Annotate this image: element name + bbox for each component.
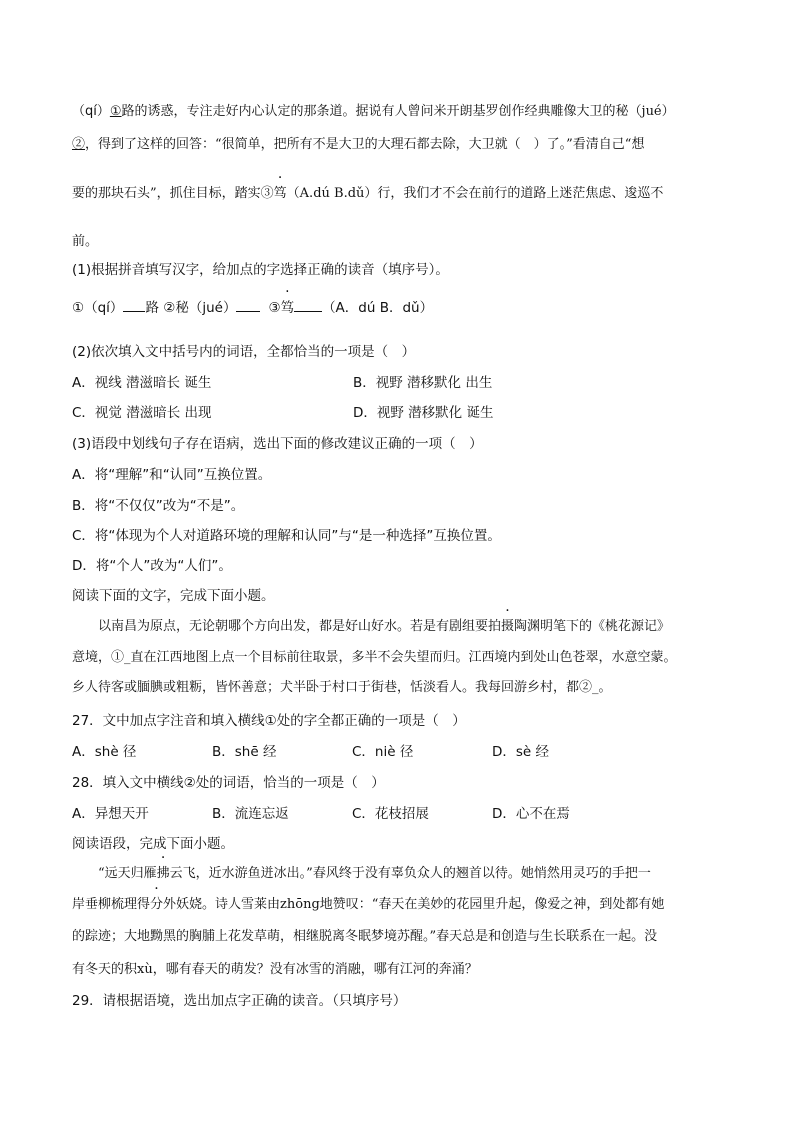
reading2-line1 bbox=[98, 862, 651, 881]
question-2-stem: (2)依次填入文中括号内的词语，全都恰当的一项是（ ） bbox=[72, 344, 416, 360]
q28-option-b[interactable]: B．流连忘返 bbox=[212, 806, 289, 822]
blank-marker-2: ② bbox=[72, 137, 86, 152]
reading2-text-1a: “远天归雁 bbox=[98, 866, 157, 881]
q1-dotted-char: 笃 bbox=[280, 300, 295, 316]
reading2-line3: 的踪迹；大地黝黑的胸脯上花发草萌，相继脱离冬眠梦境苏醒。”春天总是和创造与生长联系在一起。没 bbox=[72, 929, 658, 944]
dotted-char-fen: 分 bbox=[150, 897, 164, 912]
q2-option-a[interactable]: A．视线 潜滋暗长 诞生 bbox=[72, 375, 212, 391]
question-27-stem: 27．文中加点字注音和填入横线①处的字全都正确的一项是（ ） bbox=[72, 713, 466, 729]
q1-part-a: ①（qí） bbox=[72, 300, 124, 316]
passage1-text-2: ，得到了这样的回答：“很简单，把所有不是大卫的大理石都去除，大卫就（ ）了。”看清自己“想 bbox=[85, 137, 645, 152]
blank-marker-1: ① bbox=[109, 104, 122, 119]
q3-option-d[interactable]: D．将“个人”改为“人们”。 bbox=[72, 558, 232, 574]
question-3-stem: (3)语段中划线句子存在语病，选出下面的修改建议正确的一项（ ） bbox=[72, 436, 483, 452]
question-1-fill bbox=[72, 296, 433, 316]
dotted-char-fu: 拂 bbox=[156, 866, 170, 881]
reading1-line3: 乡人待客或腼腆或粗粝，皆怀善意；犬半卧于村口于街巷，恬淡看人。我每回游乡村，都②_。 bbox=[72, 680, 612, 695]
passage1-line1 bbox=[72, 100, 675, 119]
reading1-text-1b: 陶渊明笔下的《桃花源记》 bbox=[514, 619, 671, 634]
q2-option-b[interactable]: B．视野 潜移默化 出生 bbox=[353, 375, 493, 391]
reading2-line4: 有冬天的积xù，哪有春天的萌发？没有冰雪的消融，哪有江河的奔涌？ bbox=[72, 962, 478, 977]
reading1-line2: 意境，①_直在江西地图上点一个目标前往取景，多半不会失望而归。江西境内到处山色苍翠，水意空蒙。 bbox=[72, 650, 677, 665]
q27-options bbox=[72, 740, 732, 760]
passage1-line3 bbox=[72, 182, 663, 201]
reading1-line1 bbox=[98, 615, 670, 634]
q3-option-b[interactable]: B．将“不仅仅”改为“不是”。 bbox=[72, 498, 245, 514]
q1-part-c: ③ bbox=[268, 300, 281, 316]
reading2-line2 bbox=[72, 893, 664, 912]
q27-option-a[interactable]: A．shè 径 bbox=[72, 744, 137, 760]
reading2-text-1b: 云飞，近水游鱼迸冰出。”春风终于没有辜负众人的翘首以待。她悄然用灵巧的手把一 bbox=[169, 866, 651, 881]
reading2-text-2b: 外妖娆。诗人雪莱由zhōng地赞叹：“春天在美妙的花园里升起，像爱之神，到处都有她 bbox=[163, 897, 665, 912]
q27-option-d[interactable]: D．sè 经 bbox=[492, 744, 550, 760]
q28-option-a[interactable]: A．异想天开 bbox=[72, 806, 149, 822]
q27-option-c[interactable]: C．niè 径 bbox=[352, 744, 414, 760]
pinyin-qi: （qí） bbox=[72, 104, 110, 119]
q2-option-d[interactable]: D．视野 潜移默化 诞生 bbox=[353, 405, 494, 421]
reading2-intro: 阅读语段，完成下面小题。 bbox=[72, 836, 234, 852]
q1-part-b: 路 ②秘（jué） bbox=[145, 300, 237, 316]
q2-option-c[interactable]: C．视觉 潜滋暗长 出现 bbox=[72, 405, 212, 421]
reading1-intro: 阅读下面的文字，完成下面小题。 bbox=[72, 588, 275, 604]
q28-option-d[interactable]: D．心不在焉 bbox=[492, 806, 570, 822]
q28-options bbox=[72, 802, 732, 822]
question-1-stem: (1)根据拼音填写汉字，给加点的字选择正确的读音（填序号）。 bbox=[72, 262, 449, 278]
q1-part-d: （A．dú B．dǔ） bbox=[322, 300, 434, 316]
passage1-line2 bbox=[72, 133, 644, 152]
passage1-text-3b: （A.dú B.dǔ）行，我们才不会在前行的道路上迷茫焦虑、逡巡不 bbox=[286, 186, 664, 201]
q28-option-c[interactable]: C．花枝招展 bbox=[352, 806, 429, 822]
reading1-text-1a: 以南昌为原点，无论朝哪个方向出发，都是好山好水。若是有剧组要拍 bbox=[98, 619, 502, 634]
answer-blank-3[interactable] bbox=[294, 311, 322, 312]
dotted-char-she: 摄 bbox=[501, 619, 515, 634]
dotted-char-du: 笃 bbox=[273, 186, 287, 201]
answer-blank-2[interactable] bbox=[236, 311, 260, 312]
passage1-line4: 前。 bbox=[72, 234, 99, 249]
passage1-text-3a: 要的那块石头”，抓住目标，踏实③ bbox=[72, 186, 274, 201]
reading2-text-2a: 岸垂柳梳理得 bbox=[72, 897, 151, 912]
q27-option-b[interactable]: B．shē 经 bbox=[212, 744, 277, 760]
answer-blank-1[interactable] bbox=[123, 311, 145, 312]
passage1-text-1: 路的诱惑，专注走好内心认定的那条道。据说有人曾问米开朗基罗创作经典雕像大卫的秘（jué） bbox=[121, 104, 675, 119]
question-29-stem: 29．请根据语境，选出加点字正确的读音。（只填序号） bbox=[72, 993, 407, 1009]
q3-option-a[interactable]: A．将“理解”和“认同”互换位置。 bbox=[72, 467, 272, 483]
q3-option-c[interactable]: C．将“体现为个人对道路环境的理解和认同”与“是一种选择”互换位置。 bbox=[72, 528, 501, 544]
question-28-stem: 28．填入文中横线②处的词语，恰当的一项是（ ） bbox=[72, 775, 385, 791]
